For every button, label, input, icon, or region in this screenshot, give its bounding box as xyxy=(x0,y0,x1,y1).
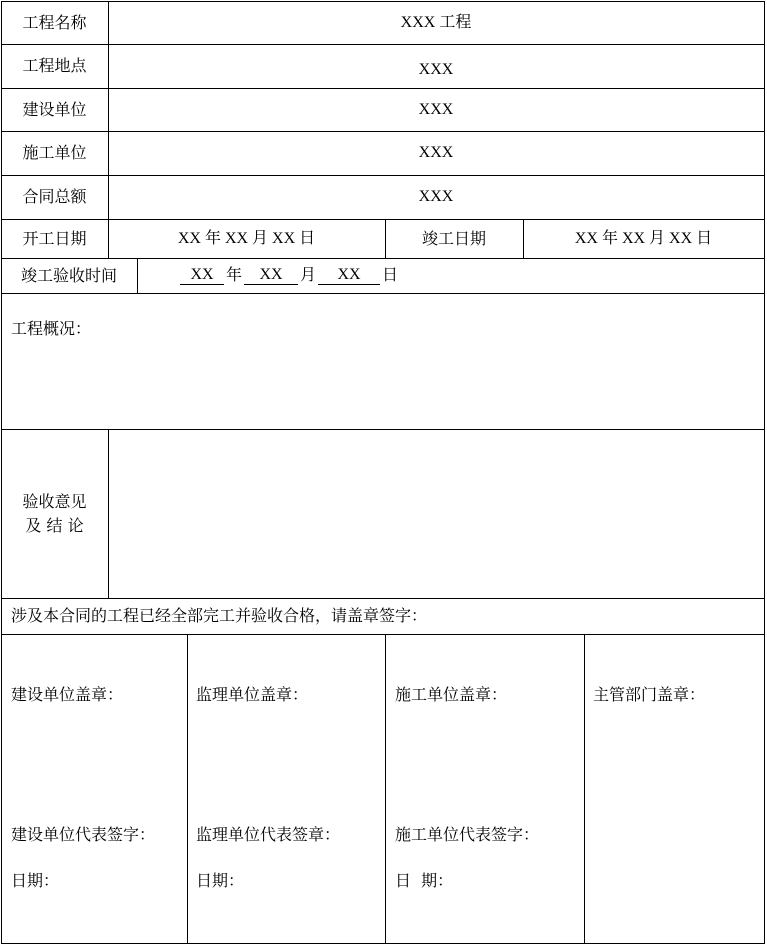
construction-unit-label: 建设单位 xyxy=(22,99,87,119)
overview-label: 工程概况： xyxy=(11,319,92,338)
rule xyxy=(584,634,585,943)
rule xyxy=(764,1,765,944)
rule xyxy=(1,943,765,944)
contract-total-label: 合同总额 xyxy=(22,187,87,206)
overview-content-area xyxy=(2,340,764,428)
construction-unit-value: XXX xyxy=(418,100,454,118)
project-name-value: XXX 工程 xyxy=(400,13,472,31)
supervision-seal-label: 监理单位盖章： xyxy=(196,685,309,704)
builder-unit-label: 施工单位 xyxy=(22,143,87,162)
rule xyxy=(1,293,765,294)
acceptance-day-unit: 日 xyxy=(382,266,399,284)
supervision-rep-label: 监理单位代表签章： xyxy=(196,825,341,844)
opinion-content-area xyxy=(109,430,764,598)
project-location-label: 工程地点 xyxy=(22,56,87,75)
construction-seal-label: 建设单位盖章： xyxy=(11,685,124,704)
builder-seal-label: 施工单位盖章： xyxy=(395,685,508,704)
acceptance-day: XX xyxy=(318,267,380,285)
opinion-label-line2: 及 结 论 xyxy=(25,516,84,535)
acceptance-time-value xyxy=(180,258,580,293)
authority-seal-label: 主管部门盖章： xyxy=(593,685,706,704)
opinion-label-line1: 验收意见 xyxy=(22,492,87,511)
supervision-date-label: 日期： xyxy=(196,871,245,890)
project-location-value: XXX xyxy=(418,61,454,78)
construction-date-label: 日期： xyxy=(11,871,60,890)
acceptance-month: XX xyxy=(244,267,298,285)
rule xyxy=(385,634,386,943)
acceptance-year: XX xyxy=(180,267,224,285)
acceptance-time-label: 竣工验收时间 xyxy=(20,265,117,285)
acceptance-month-unit: 月 xyxy=(300,266,317,284)
rule xyxy=(1,44,765,45)
rule xyxy=(1,634,765,635)
acceptance-year-unit: 年 xyxy=(226,266,243,284)
statement-text: 涉及本合同的工程已经全部完工并验收合格，请盖章签字： xyxy=(11,606,428,625)
completion-date-label: 竣工日期 xyxy=(421,228,486,248)
builder-rep-label: 施工单位代表签字： xyxy=(395,825,540,844)
construction-rep-label: 建设单位代表签字： xyxy=(11,825,156,844)
completion-date-value: XX 年 XX 月 XX 日 xyxy=(574,229,713,247)
rule xyxy=(187,634,188,943)
builder-unit-value: XXX xyxy=(418,144,454,161)
builder-date-label: 日 期： xyxy=(395,871,454,890)
opinion-label xyxy=(1,490,108,538)
rule xyxy=(137,258,138,293)
start-date-value: XX 年 XX 月 XX 日 xyxy=(177,229,316,247)
start-date-label: 开工日期 xyxy=(22,228,87,248)
project-name-label: 工程名称 xyxy=(22,12,87,32)
contract-total-value: XXX xyxy=(418,188,454,205)
